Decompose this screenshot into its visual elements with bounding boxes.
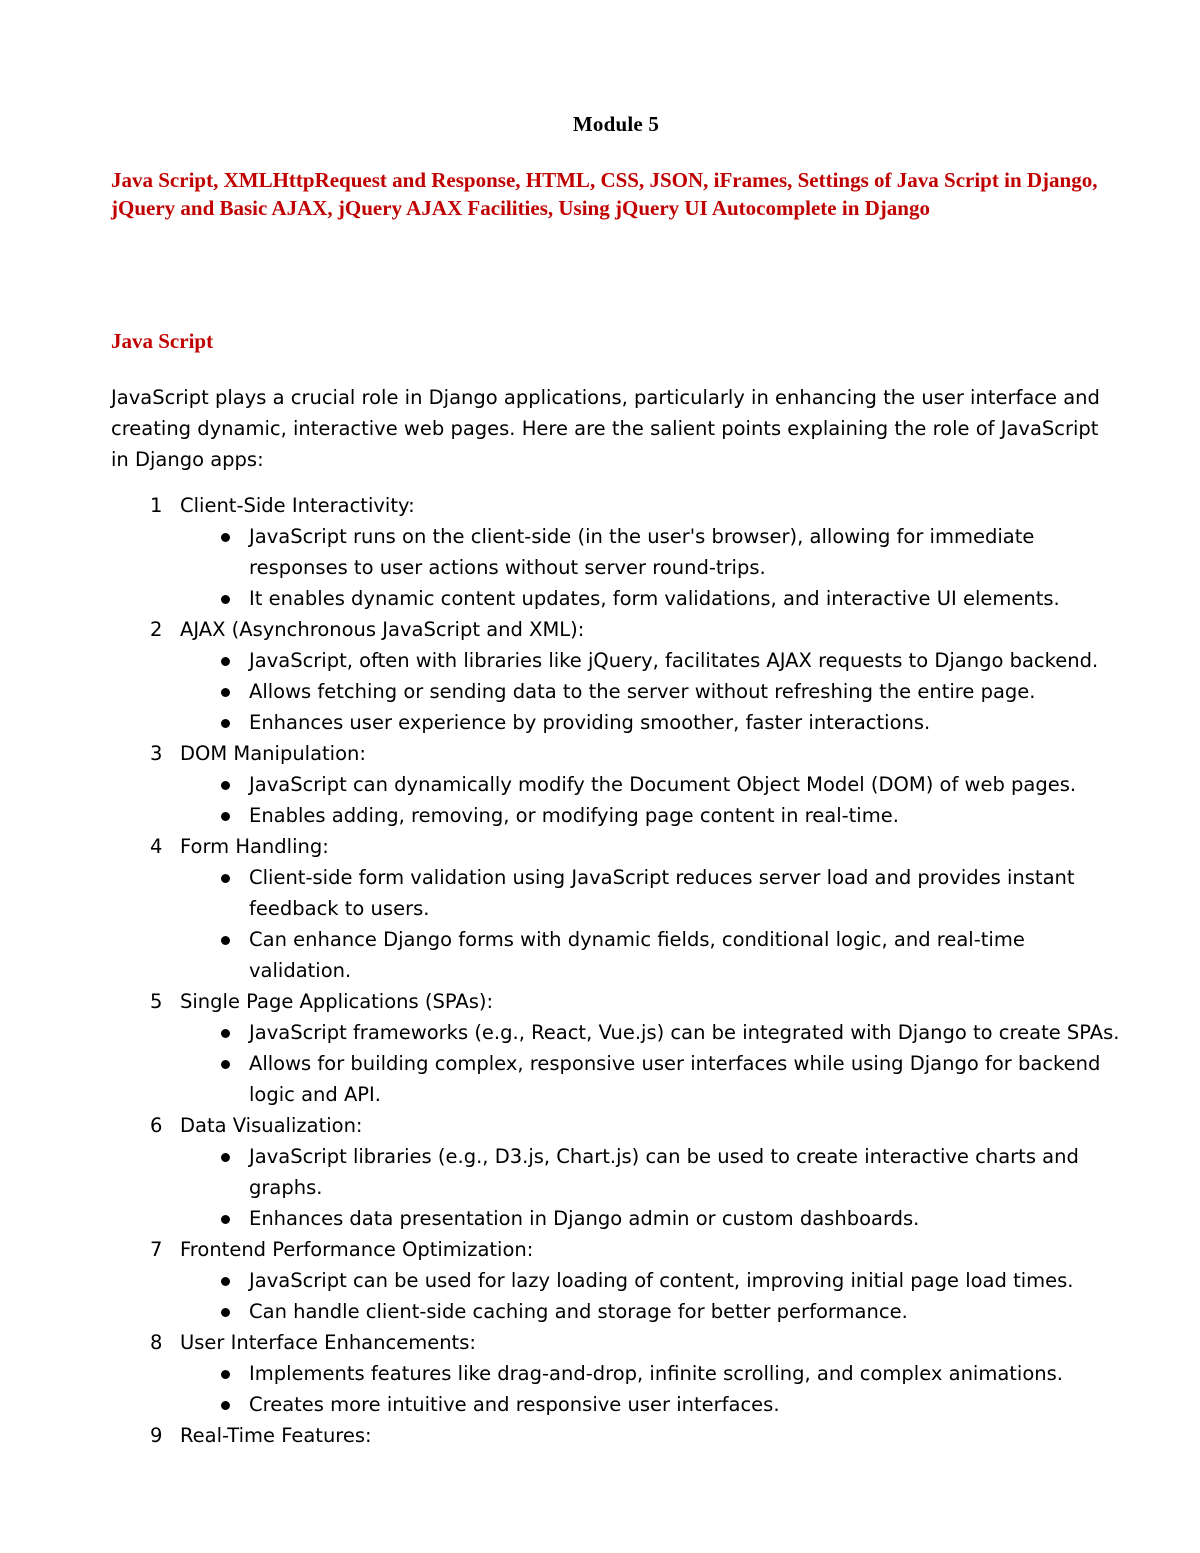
list-item <box>0 738 1200 831</box>
bullet-dot-icon <box>221 1308 230 1317</box>
bullet-item <box>0 1389 1129 1420</box>
numbered-list <box>0 490 1200 1451</box>
bullet-text: Enhances user experience by providing smoother, faster interactions. <box>249 711 931 734</box>
bullet-text: Can enhance Django forms with dynamic fields, conditional logic, and real-time validation. <box>249 928 1025 982</box>
bullet-dot-icon <box>221 595 230 604</box>
list-item <box>0 986 1200 1110</box>
list-item-number: 7 <box>150 1238 163 1261</box>
list-item <box>0 1327 1200 1420</box>
bullet-item <box>0 1265 1129 1296</box>
bullet-dot-icon <box>221 1277 230 1286</box>
bullet-text: It enables dynamic content updates, form validations, and interactive UI elements. <box>249 587 1060 610</box>
bullet-item <box>0 645 1129 676</box>
intro-paragraph: JavaScript plays a crucial role in Django applications, particularly in enhancing the user interface and creating dynamic, interactive web pages. Here are the salient points explaining the role of JavaScript in Django apps: <box>111 386 1100 471</box>
list-item-heading <box>0 1110 1200 1141</box>
bullet-dot-icon <box>221 719 230 728</box>
list-item-heading <box>0 738 1200 769</box>
bullet-dot-icon <box>221 1029 230 1038</box>
list-item-number: 3 <box>150 742 163 765</box>
list-item <box>0 1234 1200 1327</box>
list-item <box>0 490 1200 614</box>
bullet-text: Can handle client-side caching and storage for better performance. <box>249 1300 908 1323</box>
bullet-list <box>0 1358 1200 1420</box>
bullet-item <box>0 924 1129 986</box>
bullet-list <box>0 645 1200 738</box>
bullet-dot-icon <box>221 874 230 883</box>
bullet-item <box>0 1203 1129 1234</box>
list-item-number: 5 <box>150 990 163 1013</box>
bullet-dot-icon <box>221 1401 230 1410</box>
list-item-label: DOM Manipulation: <box>180 742 366 765</box>
bullet-text: Allows for building complex, responsive user interfaces while using Django for backend logic and API. <box>249 1052 1101 1106</box>
bullet-text: JavaScript can dynamically modify the Document Object Model (DOM) of web pages. <box>249 773 1077 796</box>
list-item-label: Client-Side Interactivity: <box>180 494 415 517</box>
list-item-label: User Interface Enhancements: <box>180 1331 476 1354</box>
module-topics: Java Script, XMLHttpRequest and Response, HTML, CSS, JSON, iFrames, Settings of Java Script in Django, jQuery and Basic AJAX, jQuery AJAX Facilities, Using jQuery UI Autocomplete in Django <box>111 168 1098 220</box>
list-item <box>0 831 1200 986</box>
list-item-number: 1 <box>150 494 163 517</box>
page-title: Module 5 <box>572 112 660 136</box>
bullet-dot-icon <box>221 1370 230 1379</box>
list-item-label: Form Handling: <box>180 835 329 858</box>
list-item-label: Single Page Applications (SPAs): <box>180 990 494 1013</box>
bullet-list <box>0 1141 1200 1234</box>
bullet-text: JavaScript frameworks (e.g., React, Vue.js) can be integrated with Django to create SPAs. <box>249 1021 1120 1044</box>
bullet-text: Creates more intuitive and responsive user interfaces. <box>249 1393 780 1416</box>
bullet-list <box>0 1265 1200 1327</box>
list-item-number: 6 <box>150 1114 163 1137</box>
bullet-text: JavaScript can be used for lazy loading of content, improving initial page load times. <box>249 1269 1074 1292</box>
bullet-item <box>0 676 1129 707</box>
bullet-text: Allows fetching or sending data to the server without refreshing the entire page. <box>249 680 1036 703</box>
bullet-dot-icon <box>221 533 230 542</box>
bullet-text: Implements features like drag-and-drop, infinite scrolling, and complex animations. <box>249 1362 1064 1385</box>
list-item <box>0 614 1200 738</box>
list-item-number: 4 <box>150 835 163 858</box>
bullet-text: Client-side form validation using JavaScript reduces server load and provides instant feedback to users. <box>249 866 1075 920</box>
bullet-list <box>0 769 1200 831</box>
list-item-heading <box>0 1327 1200 1358</box>
list-item-number: 2 <box>150 618 163 641</box>
list-item-number: 9 <box>150 1424 163 1447</box>
list-item <box>0 1110 1200 1234</box>
list-item-heading <box>0 1420 1200 1451</box>
bullet-text: JavaScript libraries (e.g., D3.js, Chart.js) can be used to create interactive charts and graphs. <box>249 1145 1079 1199</box>
bullet-item <box>0 1017 1129 1048</box>
list-item-heading <box>0 490 1200 521</box>
bullet-dot-icon <box>221 657 230 666</box>
list-item-heading <box>0 614 1200 645</box>
bullet-dot-icon <box>221 936 230 945</box>
list-item-heading <box>0 831 1200 862</box>
bullet-item <box>0 707 1129 738</box>
bullet-list <box>0 1017 1200 1110</box>
bullet-item <box>0 1358 1129 1389</box>
bullet-dot-icon <box>221 781 230 790</box>
bullet-dot-icon <box>221 812 230 821</box>
bullet-dot-icon <box>221 688 230 697</box>
bullet-text: Enhances data presentation in Django admin or custom dashboards. <box>249 1207 920 1230</box>
list-item-label: Data Visualization: <box>180 1114 363 1137</box>
bullet-item <box>0 800 1129 831</box>
bullet-item <box>0 769 1129 800</box>
bullet-item <box>0 583 1129 614</box>
bullet-item <box>0 1141 1129 1203</box>
bullet-list <box>0 521 1200 614</box>
bullet-item <box>0 1048 1129 1110</box>
bullet-dot-icon <box>221 1215 230 1224</box>
bullet-dot-icon <box>221 1060 230 1069</box>
bullet-item <box>0 1296 1129 1327</box>
section-heading: Java Script <box>111 329 214 353</box>
list-item-label: Real-Time Features: <box>180 1424 372 1447</box>
bullet-item <box>0 862 1129 924</box>
bullet-text: JavaScript, often with libraries like jQuery, facilitates AJAX requests to Django backend. <box>249 649 1099 672</box>
list-item-number: 8 <box>150 1331 163 1354</box>
bullet-text: Enables adding, removing, or modifying page content in real-time. <box>249 804 899 827</box>
bullet-item <box>0 521 1129 583</box>
list-item-heading <box>0 1234 1200 1265</box>
list-item <box>0 1420 1200 1451</box>
list-item-label: AJAX (Asynchronous JavaScript and XML): <box>180 618 585 641</box>
bullet-dot-icon <box>221 1153 230 1162</box>
list-item-label: Frontend Performance Optimization: <box>180 1238 534 1261</box>
list-item-heading <box>0 986 1200 1017</box>
bullet-text: JavaScript runs on the client-side (in the user's browser), allowing for immediate responses to user actions without server round-trips. <box>249 525 1035 579</box>
bullet-list <box>0 862 1200 986</box>
